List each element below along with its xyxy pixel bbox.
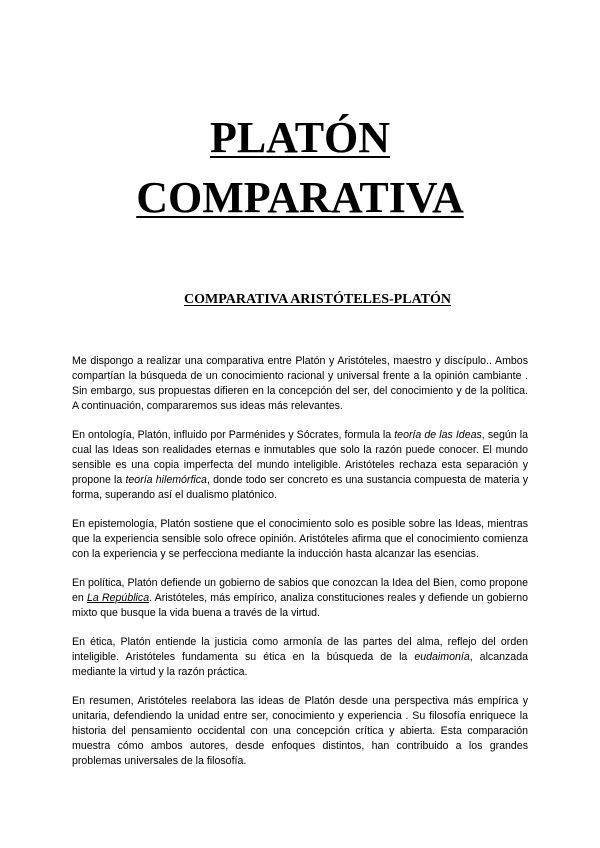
paragraph-intro: Me dispongo a realizar una comparativa entre Platón y Aristóteles, maestro y discípulo.. Ambos compartían la búsqueda de un conocimiento racional y universal frente a la opinión cambiante . Sin embargo, sus propuestas difieren en la concepción del ser, del conocimiento y de la política. A continuación, compararemos sus ideas más relevantes.: [72, 355, 528, 412]
paragraph-ethics: En ética, Platón entiende la justicia como armonía de las partes del alma, reflejo del orden inteligible. Aristóteles fundamenta su ética en la búsqueda de la eudaimonía, alcanzada mediante la virtud y la razón práctica.: [72, 636, 528, 678]
title-line-2: COMPARATIVA: [136, 173, 464, 222]
paragraph-epistemology: En epistemología, Platón sostiene que el conocimiento solo es posible sobre las Ideas, mientras que la experiencia sensible solo ofrece opinión. Aristóteles afirma que el conocimiento comienza con la experiencia y se perfecciona mediante la inducción hasta alcanzar las esencias.: [72, 518, 528, 560]
page-title: [0, 108, 600, 228]
paragraph-ontology: En ontología, Platón, influido por Parménides y Sócrates, formula la teoría de las Ideas, según la cual las Ideas son realidades eternas e inmutables que solo la razón puede conocer. El mundo sensible es una copia imperfecta del mundo inteligible. Aristóteles rechaza esta separación y propone la teoría hilemórfica, donde todo ser concreto es una sustancia compuesta de materia y forma, superando así el dualismo platónico.: [72, 429, 528, 501]
paragraph-summary: En resumen, Aristóteles reelabora las ideas de Platón desde una perspectiva más empírica y unitaria, defendiendo la unidad entre ser, conocimiento y experiencia . Su filosofía enriquece la historia del pensamiento occidental con una concepción crítica y abierta. Esta comparación muestra cómo ambos autores, desde enfoques distintos, han contribuido a los grandes problemas universales de la filosofía.: [72, 695, 528, 767]
emphasis-teoria-hilemorfica: teoría hilemórfica: [125, 474, 207, 486]
emphasis-teoria-ideas: teoría de las Ideas: [394, 429, 482, 441]
paragraph-politics: En política, Platón defiende un gobierno de sabios que conozcan la Idea del Bien, como propone en La República. Aristóteles, más empírico, analiza constituciones reales y defiende un gobierno mixto que busque la vida buena a través de la virtud.: [72, 577, 528, 619]
emphasis-eudaimonia: eudaimonía: [414, 651, 470, 663]
link-la-republica[interactable]: La República: [87, 592, 150, 604]
section-heading: COMPARATIVA ARISTÓTELES-PLATÓN: [184, 292, 451, 307]
body-text: [72, 354, 528, 783]
title-line-1: PLATÓN: [209, 113, 391, 162]
